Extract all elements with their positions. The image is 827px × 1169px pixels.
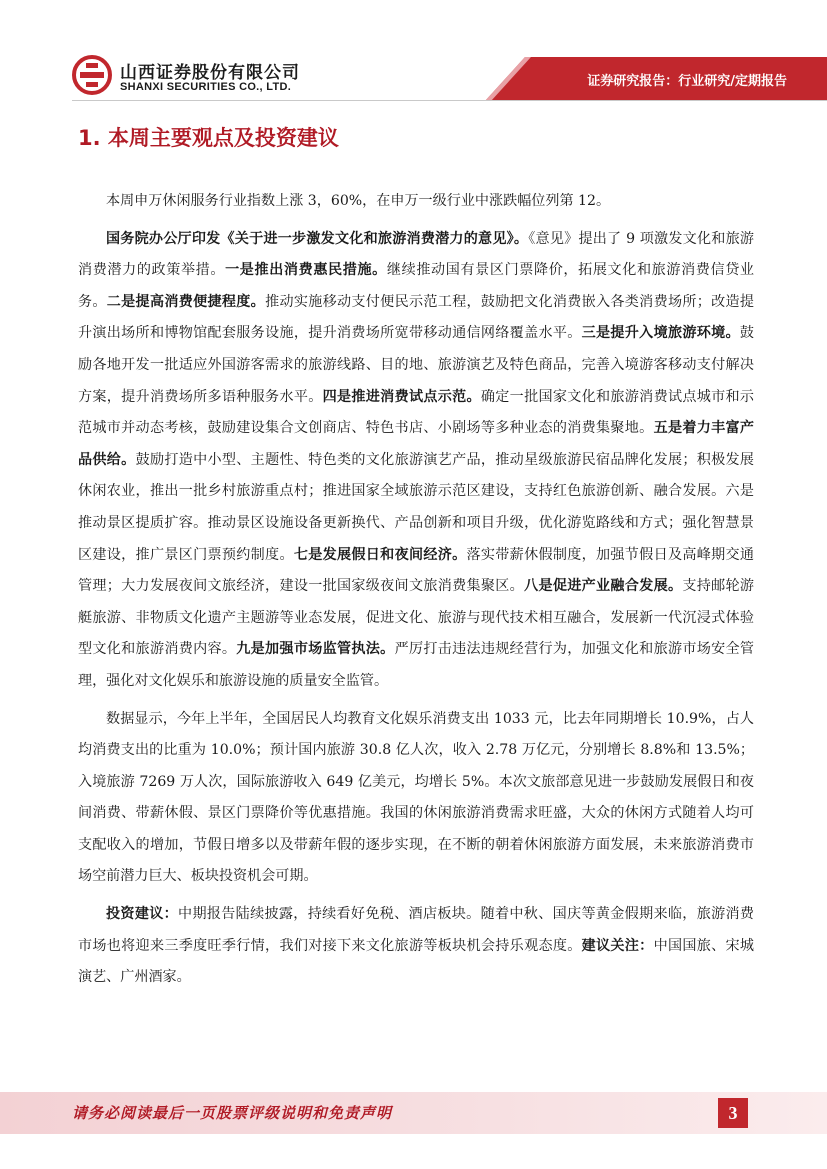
bold-text: 七是发展假日和夜间经济。 xyxy=(293,546,467,563)
text-run: 支持邮轮游艇旅游、非物质文化遗产主题游等业态发展，促进文化、旅游与现代技术相互融合，发展新一代沉浸式体验型文化和旅游消费内容。 xyxy=(78,578,755,658)
text-run: 确定一批国家文化和旅游消费试点城市和示范城市并动态考核，鼓励建设集合文创商店、特色书店、小剧场等多种业态的消费集聚地。 xyxy=(78,388,755,437)
report-body xyxy=(78,186,754,1000)
company-name-en: SHANXI SECURITIES CO., LTD. xyxy=(120,81,292,93)
company-name-cn: 山西证券股份有限公司 xyxy=(120,63,300,83)
text-run: 鼓励打造中小型、主题性、特色类的文化旅游演艺产品，推动星级旅游民宿品牌化发展；积极发展休闲农业，推出一批乡村旅游重点村；推进国家全域旅游示范区建设，支持红色旅游创新、融合发展。六是推动景区提质扩容。推动景区设施设备更新换代、产品创新和项目升级，优化游览路线和方式；强化智慧景区建设，推广景区门票预约制度。 xyxy=(78,451,755,563)
text-run: 继续推动国有景区门票降价，拓展文化和旅游消费信贷业务。 xyxy=(78,262,755,310)
text-run: 本周申万休闲服务行业指数上涨 3，60%，在申万一级行业中涨跌幅位列第 12。 xyxy=(106,193,611,209)
text-run: 中期报告陆续披露，持续看好免税、酒店板块。随着中秋、国庆等黄金假期来临，旅游消费市场也将迎来三季度旺季行情，我们对接下来文化旅游等板块机会持乐观态度。 xyxy=(78,906,755,954)
body-paragraph xyxy=(78,704,754,894)
bold-text: 四是推进消费试点示范。 xyxy=(322,388,481,405)
page-header xyxy=(0,0,827,110)
bold-text: 二是提高消费便捷程度。 xyxy=(106,293,266,310)
bold-text: 九是加强市场监管执法。 xyxy=(236,641,395,658)
body-paragraph xyxy=(78,186,754,218)
text-run: 中国国旅、宋城演艺、广州酒家。 xyxy=(78,937,755,986)
bold-text: 建议关注： xyxy=(581,937,654,954)
page-footer xyxy=(0,1092,827,1134)
header-divider xyxy=(72,100,827,101)
bold-text: 投资建议： xyxy=(106,906,179,923)
text-run: 数据显示，今年上半年，全国居民人均教育文化娱乐消费支出 1033 元，比去年同期增长 10.9%，占人均消费支出的比重为 10.0%；预计国内旅游 30.8 亿人次，收入 2.78 万亿元，分别增长 8.8%和 13.5%；入境旅游 7269 万人次，国际旅游收入 649 亿美元，均增长 5%。本次文旅部意见进一步鼓励发展假日和夜间消费、带薪休假、景区门票降价等优惠措施。我国的休闲旅游消费需求旺盛，大众的休闲方式随着人均可支配收入的增加，节假日增多以及带薪年假的逐步实现，在不断的朝着休闲旅游方面发展，未来旅游消费市场空前潜力巨大、板块投资机会可期。 xyxy=(78,710,754,885)
body-paragraph xyxy=(78,899,754,994)
body-paragraph xyxy=(78,224,754,698)
bold-text: 三是提升入境旅游环境。 xyxy=(581,325,740,342)
text-run: 《意见》提出了 9 项激发文化和旅游消费潜力的政策举措。 xyxy=(78,230,754,279)
shanxi-securities-logo-icon xyxy=(72,55,112,95)
page-number: 3 xyxy=(718,1098,748,1128)
bold-text: 五是着力丰富产品供给。 xyxy=(78,420,755,468)
bold-text: 国务院办公厅印发《关于进一步激发文化和旅游消费潜力的意见》。 xyxy=(106,230,529,247)
section-title: 1. 本周主要观点及投资建议 xyxy=(78,126,339,150)
bold-text: 一是推出消费惠民措施。 xyxy=(225,262,387,279)
text-run: 鼓励各地开发一批适应外国游客需求的旅游线路、目的地、旅游演艺及特色商品，完善入境游客移动支付解决方案，提升消费场所多语种服务水平。 xyxy=(78,325,755,405)
text-run: 落实带薪休假制度，加强节假日及高峰期交通管理；大力发展夜间文旅经济，建设一批国家级夜间文旅消费集聚区。 xyxy=(78,546,755,595)
text-run: 推动实施移动支付便民示范工程，鼓励把文化消费嵌入各类消费场所；改造提升演出场所和博物馆配套服务设施，提升消费场所宽带移动通信网络覆盖水平。 xyxy=(78,293,754,342)
text-run: 严厉打击违法违规经营行为，加强文化和旅游市场安全管理，强化对文化娱乐和旅游设施的质量安全监管。 xyxy=(78,641,754,689)
bold-text: 八是促进产业融合发展。 xyxy=(524,578,683,595)
disclaimer-notice: 请务必阅读最后一页股票评级说明和免责声明 xyxy=(72,1104,393,1122)
report-type-label: 证券研究报告：行业研究/定期报告 xyxy=(587,74,787,89)
